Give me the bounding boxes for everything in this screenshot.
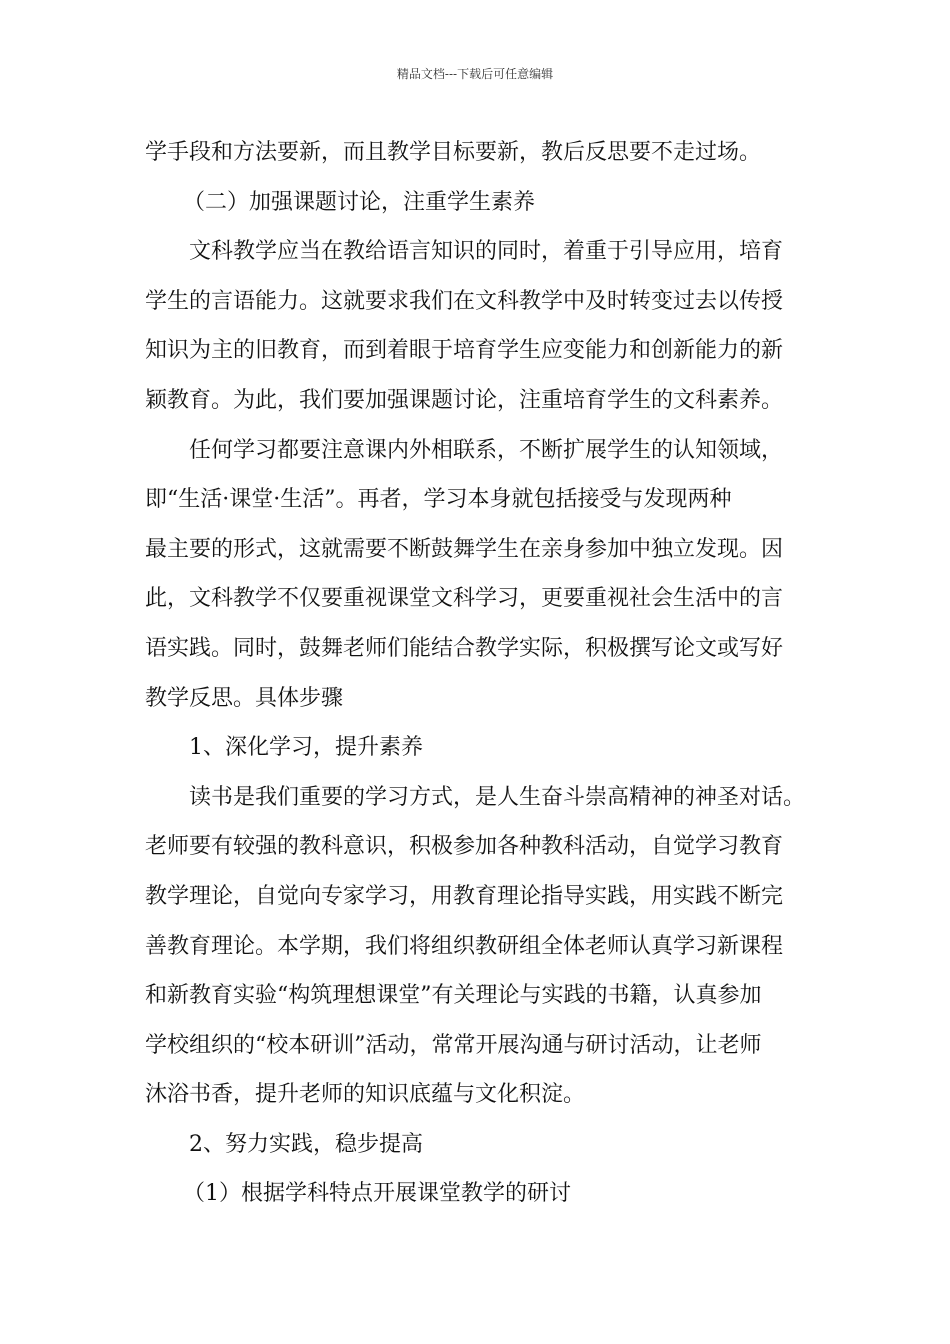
paragraph-line: 知识为主的旧教育，而到着眼于培育学生应变能力和创新能力的新 [145, 338, 784, 364]
subsection-heading: （1）根据学科特点开展课堂教学的研讨 [183, 1181, 571, 1207]
paragraph-line: 老师要有较强的教科意识，积极参加各种教科活动，自觉学习教育 [145, 834, 784, 860]
paragraph-line: 教学反思。具体步骤 [145, 685, 344, 711]
section-heading: （二）加强课题讨论，注重学生素养 [183, 189, 536, 215]
paragraph-line: 沐浴书香，提升老师的知识底蕴与文化积淀。 [145, 1082, 586, 1108]
paragraph-line: 善教育理论。本学期，我们将组织教研组全体老师认真学习新课程 [145, 933, 784, 959]
page-header: 精品文档---下载后可任意编辑 [396, 67, 554, 81]
paragraph-line: 和新教育实验“构筑理想课堂”有关理论与实践的书籍，认真参加 [145, 983, 762, 1009]
paragraph-line: 读书是我们重要的学习方式，是人生奋斗崇高精神的神圣对话。 [189, 784, 806, 810]
paragraph-line: 语实践。同时，鼓舞老师们能结合教学实际，积极撰写论文或写好 [145, 635, 784, 661]
document-body [145, 128, 825, 1219]
paragraph-line: 此，文科教学不仅要重视课堂文科学习，更要重视社会生活中的言 [145, 586, 784, 612]
paragraph-line: 颖教育。为此，我们要加强课题讨论，注重培育学生的文科素养。 [145, 387, 784, 413]
subsection-heading: 1、深化学习，提升素养 [189, 735, 423, 761]
paragraph-line: 学生的言语能力。这就要求我们在文科教学中及时转变过去以传授 [145, 288, 784, 314]
paragraph-line: 任何学习都要注意课内外相联系，不断扩展学生的认知领域， [189, 437, 784, 463]
paragraph-line: 学手段和方法要新，而且教学目标要新，教后反思要不走过场。 [145, 140, 762, 165]
paragraph-line: 最主要的形式，这就需要不断鼓舞学生在亲身参加中独立发现。因 [145, 536, 784, 562]
paragraph-line: 学校组织的“校本研训”活动，常常开展沟通与研讨活动，让老师 [145, 1032, 762, 1058]
paragraph-line: 教学理论，自觉向专家学习，用教育理论指导实践，用实践不断完 [145, 883, 784, 909]
paragraph-line: 文科教学应当在教给语言知识的同时，着重于引导应用，培育 [189, 239, 784, 265]
paragraph-line: 即“生活·课堂·生活”。再者，学习本身就包括接受与发现两种 [145, 487, 732, 513]
subsection-heading: 2、努力实践，稳步提高 [189, 1131, 423, 1157]
